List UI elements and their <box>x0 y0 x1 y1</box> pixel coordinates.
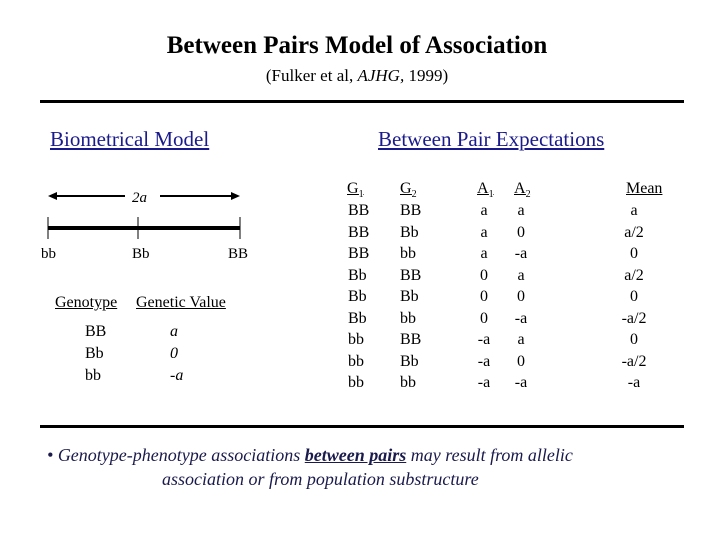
header-a2: $A_2$ <box>514 180 531 201</box>
a1-cell: -a <box>477 352 491 370</box>
g2-cell: bb <box>400 245 416 262</box>
g2-cell: Bb <box>400 352 419 370</box>
g1-cell: bb <box>348 331 364 348</box>
a2-cell: 0 <box>517 223 525 241</box>
bullet-line-2: association or from population substructure <box>162 469 479 489</box>
expectations-heading: Between Pair Expectations <box>378 127 605 151</box>
a1-cell: -a <box>477 374 491 391</box>
scale-point-bb: bb <box>41 246 56 262</box>
citation-year: 1999) <box>404 66 449 85</box>
a1-cell: a <box>480 223 488 241</box>
g2-cell: BB <box>400 202 422 219</box>
scale-point-Bb: Bb <box>132 246 150 262</box>
a1-cell: 0 <box>480 309 488 327</box>
a2-cell: 0 <box>517 352 525 370</box>
header-mean: Mean <box>626 180 663 197</box>
header-a1: $A_1$ <box>477 180 494 201</box>
biometrical-model-heading: Biometrical Model <box>50 127 210 151</box>
mean-cell: -a/2 <box>621 309 647 327</box>
g1-cell: BB <box>348 202 370 219</box>
a1-cell: 0 <box>480 288 488 305</box>
scale-label: 2a <box>132 190 147 206</box>
header-g2: $G_2$ <box>400 180 417 201</box>
scale-point-BB: BB <box>228 246 249 262</box>
a2-cell: -a <box>514 309 528 327</box>
a2-cell: a <box>517 202 525 219</box>
a2-cell: a <box>517 266 525 284</box>
mean-cell: -a/2 <box>621 352 647 370</box>
g1-cell: BB <box>348 223 370 241</box>
a1-cell: 0 <box>480 266 488 284</box>
mean-cell: 0 <box>630 245 638 262</box>
g1-cell: bb <box>348 352 364 370</box>
g1-cell: Bb <box>348 288 367 305</box>
genotype-header: Genotype <box>55 294 118 311</box>
mean-cell: -a <box>627 374 641 391</box>
g1-cell: Bb <box>348 266 367 284</box>
genotype-cell: bb <box>85 367 101 384</box>
mean-cell: 0 <box>630 331 638 348</box>
g1-cell: Bb <box>348 309 367 327</box>
genotype-cell: Bb <box>85 345 104 362</box>
g2-cell: BB <box>400 331 422 348</box>
genetic-value-cell: a <box>170 323 178 340</box>
mean-cell: a <box>630 202 638 219</box>
a2-cell: a <box>517 331 525 348</box>
mean-cell: a/2 <box>624 223 644 241</box>
g2-cell: Bb <box>400 288 419 305</box>
genotype-cell: BB <box>85 323 107 340</box>
mean-cell: a/2 <box>624 266 644 284</box>
g2-cell: Bb <box>400 223 419 241</box>
a2-cell: -a <box>514 245 528 262</box>
g1-cell: BB <box>348 245 370 262</box>
slide-title: Between Pairs Model of Association <box>166 32 548 59</box>
a2-cell: -a <box>514 374 528 391</box>
genetic-value-cell: -a <box>170 367 184 384</box>
bottom-divider <box>40 425 684 428</box>
a2-cell: 0 <box>517 288 525 305</box>
genetic-value-cell: 0 <box>170 345 178 362</box>
citation-authors: (Fulker et al, <box>265 66 358 85</box>
genotype-scale-diagram <box>0 0 300 260</box>
a1-cell: -a <box>477 331 491 348</box>
g2-cell: bb <box>400 309 416 327</box>
a1-cell: a <box>480 202 488 219</box>
bullet-line-1: • Genotype-phenotype associations between pairs may result from allelic <box>47 445 573 465</box>
g2-cell: BB <box>400 266 422 284</box>
genetic-value-header: Genetic Value <box>136 294 226 311</box>
g2-cell: bb <box>400 374 416 391</box>
header-g1: $G_1$ <box>347 180 364 201</box>
a1-cell: a <box>480 245 488 262</box>
g1-cell: bb <box>348 374 364 391</box>
emphasis-between-pairs: between pairs <box>304 445 407 465</box>
citation-journal: AJHG, <box>357 66 405 85</box>
mean-cell: 0 <box>630 288 638 305</box>
